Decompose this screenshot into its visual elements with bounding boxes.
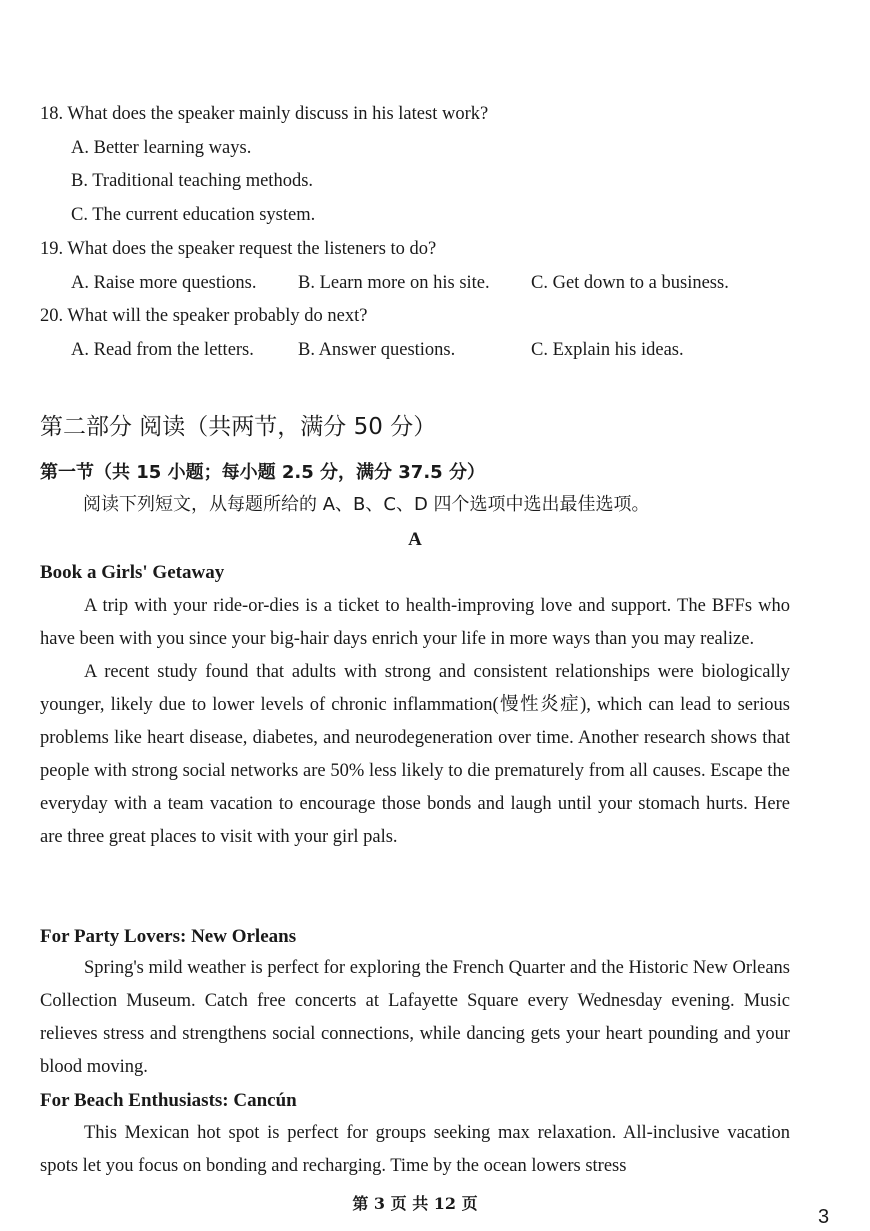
question-20-option-b: B. Answer questions.	[298, 340, 456, 360]
question-18-option-c: C. The current education system.	[71, 205, 316, 225]
passage-letter: A	[408, 529, 422, 550]
question-19-stem: 19. What does the speaker request the listeners to do?	[40, 239, 437, 259]
question-20-option-a: A. Read from the letters.	[71, 340, 254, 360]
question-18-stem: 18. What does the speaker mainly discuss in his latest work?	[40, 104, 489, 124]
passage-paragraph-1: A trip with your ride-or-dies is a ticket to health-improving love and support. The BFFs who have been with you since your big-hair days enrich your life in more ways than you may realize.	[40, 596, 790, 649]
section-instruction: 阅读下列短文，从每题所给的 A、B、C、D 四个选项中选出最佳选项。	[83, 494, 650, 515]
question-19-option-c: C. Get down to a business.	[531, 273, 729, 293]
section-heading-new-orleans: For Party Lovers: New Orleans	[40, 926, 297, 947]
section-body-cancun	[40, 1117, 790, 1183]
section-body-new-orleans	[40, 952, 790, 1084]
question-18-option-b: B. Traditional teaching methods.	[71, 171, 314, 191]
question-19-option-b: B. Learn more on his site.	[298, 273, 490, 293]
page-footer: 第 3 页 共 12 页	[352, 1194, 478, 1213]
question-20-stem: 20. What will the speaker probably do next?	[40, 306, 368, 326]
page-number: 3	[818, 1206, 830, 1228]
question-19-option-a: A. Raise more questions.	[71, 273, 257, 293]
question-20-option-c: C. Explain his ideas.	[531, 340, 684, 360]
question-18-option-a: A. Better learning ways.	[71, 138, 252, 158]
section-subtitle: 第一节（共 15 小题；每小题 2.5 分，满分 37.5 分）	[40, 462, 485, 483]
section-title: 第二部分 阅读（共两节，满分 50 分）	[40, 414, 437, 440]
passage-paragraph-2: A recent study found that adults with strong and consistent relationships were biologically younger, likely due to lower levels of chronic inflammation(慢性炎症), which can lead to serious problems like heart disease, diabetes, and neurodegeneration over time. Another research shows that people with strong social networks are 50% less likely to die prematurely from all causes. Escape the everyday with a team vacation to encourage those bonds and laugh until your stomach hurts. Here are three great places to visit with your girl pals.	[40, 662, 790, 847]
new-orleans-paragraph: Spring's mild weather is perfect for exploring the French Quarter and the Historic New Orleans Collection Museum. Catch free concerts at Lafayette Square every Wednesday evening. Music relieves stress and strengthens social connections, while dancing gets your heart pounding and your blood moving.	[40, 958, 790, 1077]
passage-title: Book a Girls' Getaway	[40, 562, 225, 583]
cancun-paragraph: This Mexican hot spot is perfect for groups seeking max relaxation. All-inclusive vacation spots let you focus on bonding and recharging. Time by the ocean lowers stress	[40, 1123, 790, 1176]
section-heading-cancun: For Beach Enthusiasts: Cancún	[40, 1090, 297, 1111]
passage-intro	[40, 590, 790, 854]
